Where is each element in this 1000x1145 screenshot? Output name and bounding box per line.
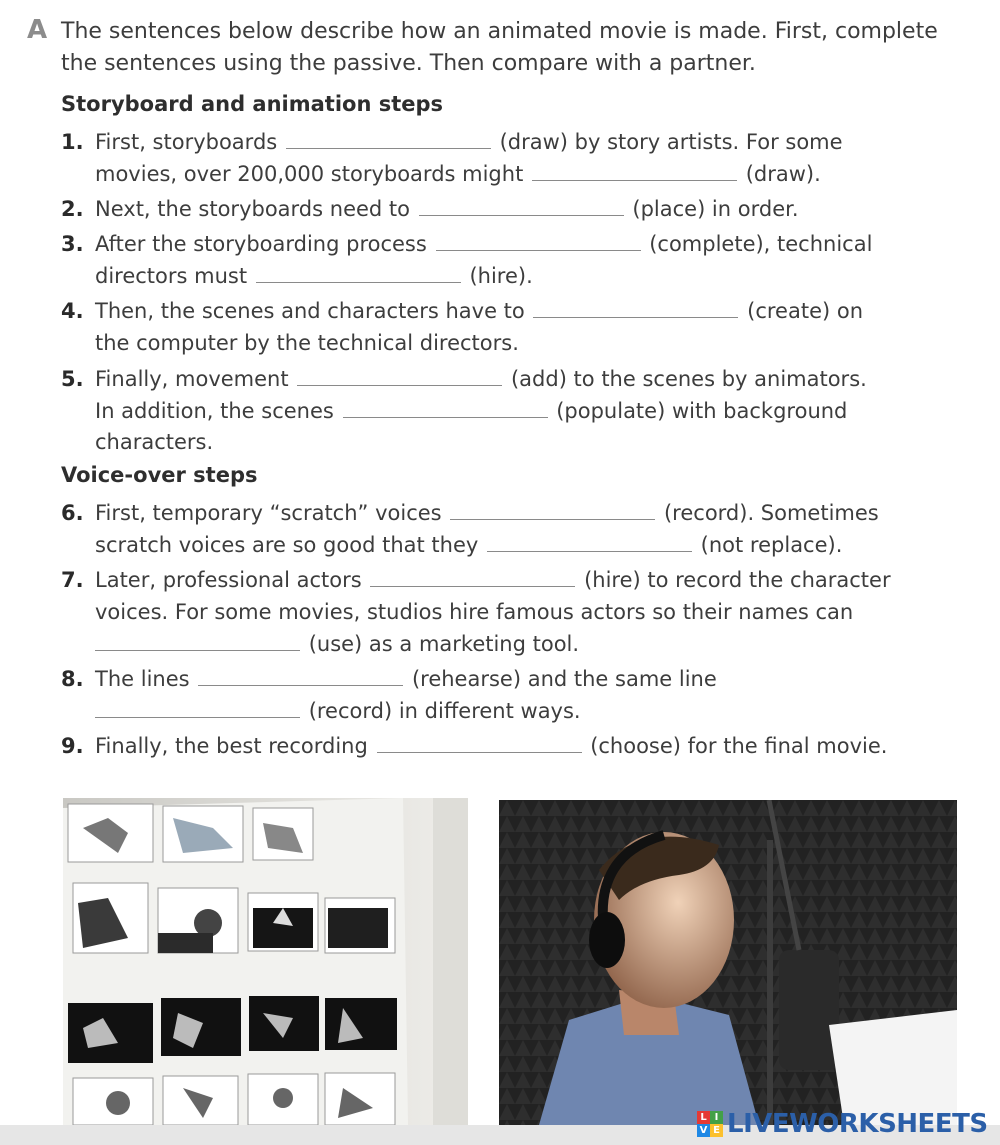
item-9: 9. Finally, the best recording (choose) for the final movie.: [61, 731, 887, 761]
item-8: 8. The lines (rehearse) and the same line: [61, 664, 717, 694]
answer-blank-2[interactable]: [419, 197, 624, 216]
voice-actor-image: [499, 800, 957, 1125]
item-number: 3.: [61, 232, 84, 256]
answer-blank-8a[interactable]: [198, 667, 403, 686]
item-number: 5.: [61, 367, 84, 391]
answer-blank-9[interactable]: [377, 734, 582, 753]
answer-blank-6b[interactable]: [487, 533, 692, 552]
storyboard-wall-image: [63, 798, 468, 1125]
item-3: 3. After the storyboarding process (complete), technical: [61, 229, 872, 259]
item-number: 1.: [61, 130, 84, 154]
item-2: 2. Next, the storyboards need to (place) in order.: [61, 194, 799, 224]
item-7-cont-2: (use) as a marketing tool.: [95, 629, 579, 659]
answer-blank-3a[interactable]: [436, 232, 641, 251]
answer-blank-7b[interactable]: [95, 632, 300, 651]
answer-blank-5a[interactable]: [297, 367, 502, 386]
item-3-cont: directors must (hire).: [95, 264, 533, 288]
item-number: 7.: [61, 568, 84, 592]
item-6: 6. First, temporary “scratch” voices (record). Sometimes: [61, 498, 879, 528]
heading-storyboard: Storyboard and animation steps: [61, 92, 444, 116]
instruction-line-2: the sentences using the passive. Then compare with a partner.: [61, 51, 756, 76]
item-number: 6.: [61, 501, 84, 525]
item-number: 4.: [61, 299, 84, 323]
section-letter: A: [27, 15, 48, 45]
answer-blank-3b[interactable]: [256, 264, 461, 283]
item-7-cont: voices. For some movies, studios hire famous actors so their names can: [95, 600, 854, 624]
answer-blank-1a[interactable]: [286, 130, 491, 149]
answer-blank-4[interactable]: [533, 299, 738, 318]
instruction-line-1: The sentences below describe how an animated movie is made. First, complete: [61, 19, 938, 44]
item-number: 2.: [61, 197, 84, 221]
item-5-cont: In addition, the scenes (populate) with background: [95, 399, 848, 423]
item-8-cont: (record) in different ways.: [95, 696, 581, 726]
brand-logo-icon: L I V E: [697, 1111, 723, 1137]
item-4: 4. Then, the scenes and characters have to (create) on: [61, 296, 863, 326]
answer-blank-8b[interactable]: [95, 699, 300, 718]
liveworksheets-logo: [697, 1107, 988, 1141]
item-5-cont-2: characters.: [95, 430, 214, 454]
answer-blank-1b[interactable]: [532, 162, 737, 181]
answer-blank-7a[interactable]: [370, 568, 575, 587]
item-number: 9.: [61, 734, 84, 758]
heading-voiceover: Voice-over steps: [61, 463, 258, 487]
storyboard-wall-photo: [63, 798, 468, 1125]
item-4-cont: the computer by the technical directors.: [95, 331, 519, 355]
voice-actor-photo: [499, 800, 957, 1125]
brand-text: LIVEWORKSHEETS: [727, 1109, 988, 1139]
item-number: 8.: [61, 667, 84, 691]
item-5: 5. Finally, movement (add) to the scenes by animators.: [61, 364, 867, 394]
item-1-cont: movies, over 200,000 storyboards might (draw).: [95, 162, 821, 186]
item-1: 1. First, storyboards (draw) by story artists. For some: [61, 127, 843, 157]
answer-blank-6a[interactable]: [450, 501, 655, 520]
item-6-cont: scratch voices are so good that they (not replace).: [95, 533, 843, 557]
item-7: 7. Later, professional actors (hire) to record the character: [61, 565, 891, 595]
answer-blank-5b[interactable]: [343, 399, 548, 418]
